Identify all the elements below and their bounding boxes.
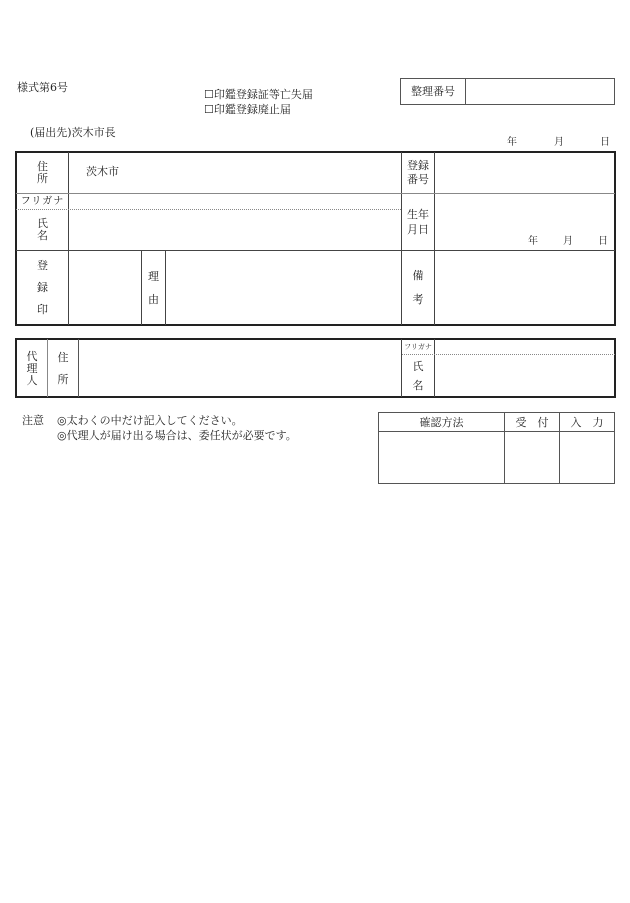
note-line: ◎代理人が届け出る場合は、委任状が必要です。 — [57, 429, 297, 442]
submission-date-month: 月 — [554, 137, 564, 148]
name-field[interactable] — [69, 210, 401, 250]
label-char: 氏 — [412, 360, 424, 373]
label-char: 代 — [26, 349, 38, 363]
agent-address-label — [48, 340, 78, 397]
label-char: 所 — [57, 372, 69, 386]
label-char: 名 — [37, 229, 48, 242]
confirmation-method-field[interactable] — [379, 432, 504, 483]
label-char: 理 — [26, 361, 38, 375]
reference-number-label: 整理番号 — [411, 85, 455, 98]
option-label: 印鑑登録廃止届 — [213, 103, 291, 116]
submission-date-year: 年 — [507, 137, 517, 148]
label-char: 住 — [57, 350, 69, 364]
agent-label — [17, 340, 47, 397]
label-line: 月日 — [407, 223, 429, 236]
checkbox-icon[interactable]: ☐ — [204, 103, 214, 116]
input-field[interactable] — [560, 432, 614, 483]
birthdate-year-label: 年 — [528, 236, 538, 247]
reception-header: 受 付 — [515, 415, 549, 429]
label-char: 所 — [37, 172, 48, 185]
agent-address-field[interactable] — [79, 340, 401, 397]
label-line: 番号 — [407, 173, 429, 186]
submission-date-day: 日 — [600, 137, 610, 148]
form-type-option-abolish[interactable] — [204, 103, 291, 116]
agent-furigana-field[interactable] — [435, 340, 614, 354]
reason-field[interactable] — [166, 251, 401, 325]
reception-field[interactable] — [505, 432, 559, 483]
birthdate-month-label: 月 — [563, 236, 573, 247]
note-line: ◎太わくの中だけ記入してください。 — [57, 414, 243, 427]
option-label: 印鑑登録証等亡失届 — [213, 88, 313, 101]
name-label — [17, 210, 68, 250]
furigana-label: フリガナ — [20, 195, 65, 207]
recipient: (届出先)茨木市長 — [30, 126, 116, 139]
furigana-field[interactable] — [69, 194, 401, 209]
address-field[interactable]: 茨木市 — [86, 165, 119, 178]
registered-seal-field[interactable] — [69, 251, 141, 325]
agent-name-label — [402, 355, 434, 397]
label-char: 名 — [412, 379, 424, 392]
agent-name-field[interactable] — [435, 355, 614, 397]
address-label — [17, 153, 68, 193]
label-char: 住 — [37, 160, 48, 173]
agent-furigana-label: フリガナ — [404, 342, 432, 351]
remarks-field[interactable] — [435, 251, 614, 325]
notes-title: 注意 — [22, 414, 44, 427]
registration-number-field[interactable] — [435, 153, 614, 193]
reason-label — [142, 251, 165, 325]
label-char: 人 — [26, 373, 38, 387]
checkbox-icon[interactable]: ☐ — [204, 88, 214, 101]
form-type-option-lost[interactable] — [204, 88, 313, 101]
input-header: 入 力 — [570, 415, 604, 429]
registration-number-label — [402, 153, 434, 193]
registered-seal-label — [17, 251, 68, 325]
label-line: 登録 — [407, 159, 429, 172]
label-char: 登 — [37, 259, 48, 272]
remarks-label — [402, 251, 434, 325]
label-char: 備 — [412, 269, 424, 282]
reference-number-field[interactable] — [466, 79, 614, 104]
label-char: 理 — [148, 270, 159, 283]
birthdate-day-label: 日 — [598, 236, 608, 247]
label-line: 生年 — [407, 208, 429, 221]
confirmation-method-header: 確認方法 — [419, 415, 464, 429]
label-char: 考 — [412, 293, 424, 306]
birthdate-label — [402, 194, 434, 250]
label-char: 由 — [148, 293, 159, 306]
label-char: 氏 — [37, 217, 48, 230]
birthdate-field[interactable] — [435, 194, 614, 250]
label-char: 録 — [37, 281, 48, 294]
form-number: 様式第6号 — [17, 81, 68, 94]
label-char: 印 — [37, 303, 48, 316]
